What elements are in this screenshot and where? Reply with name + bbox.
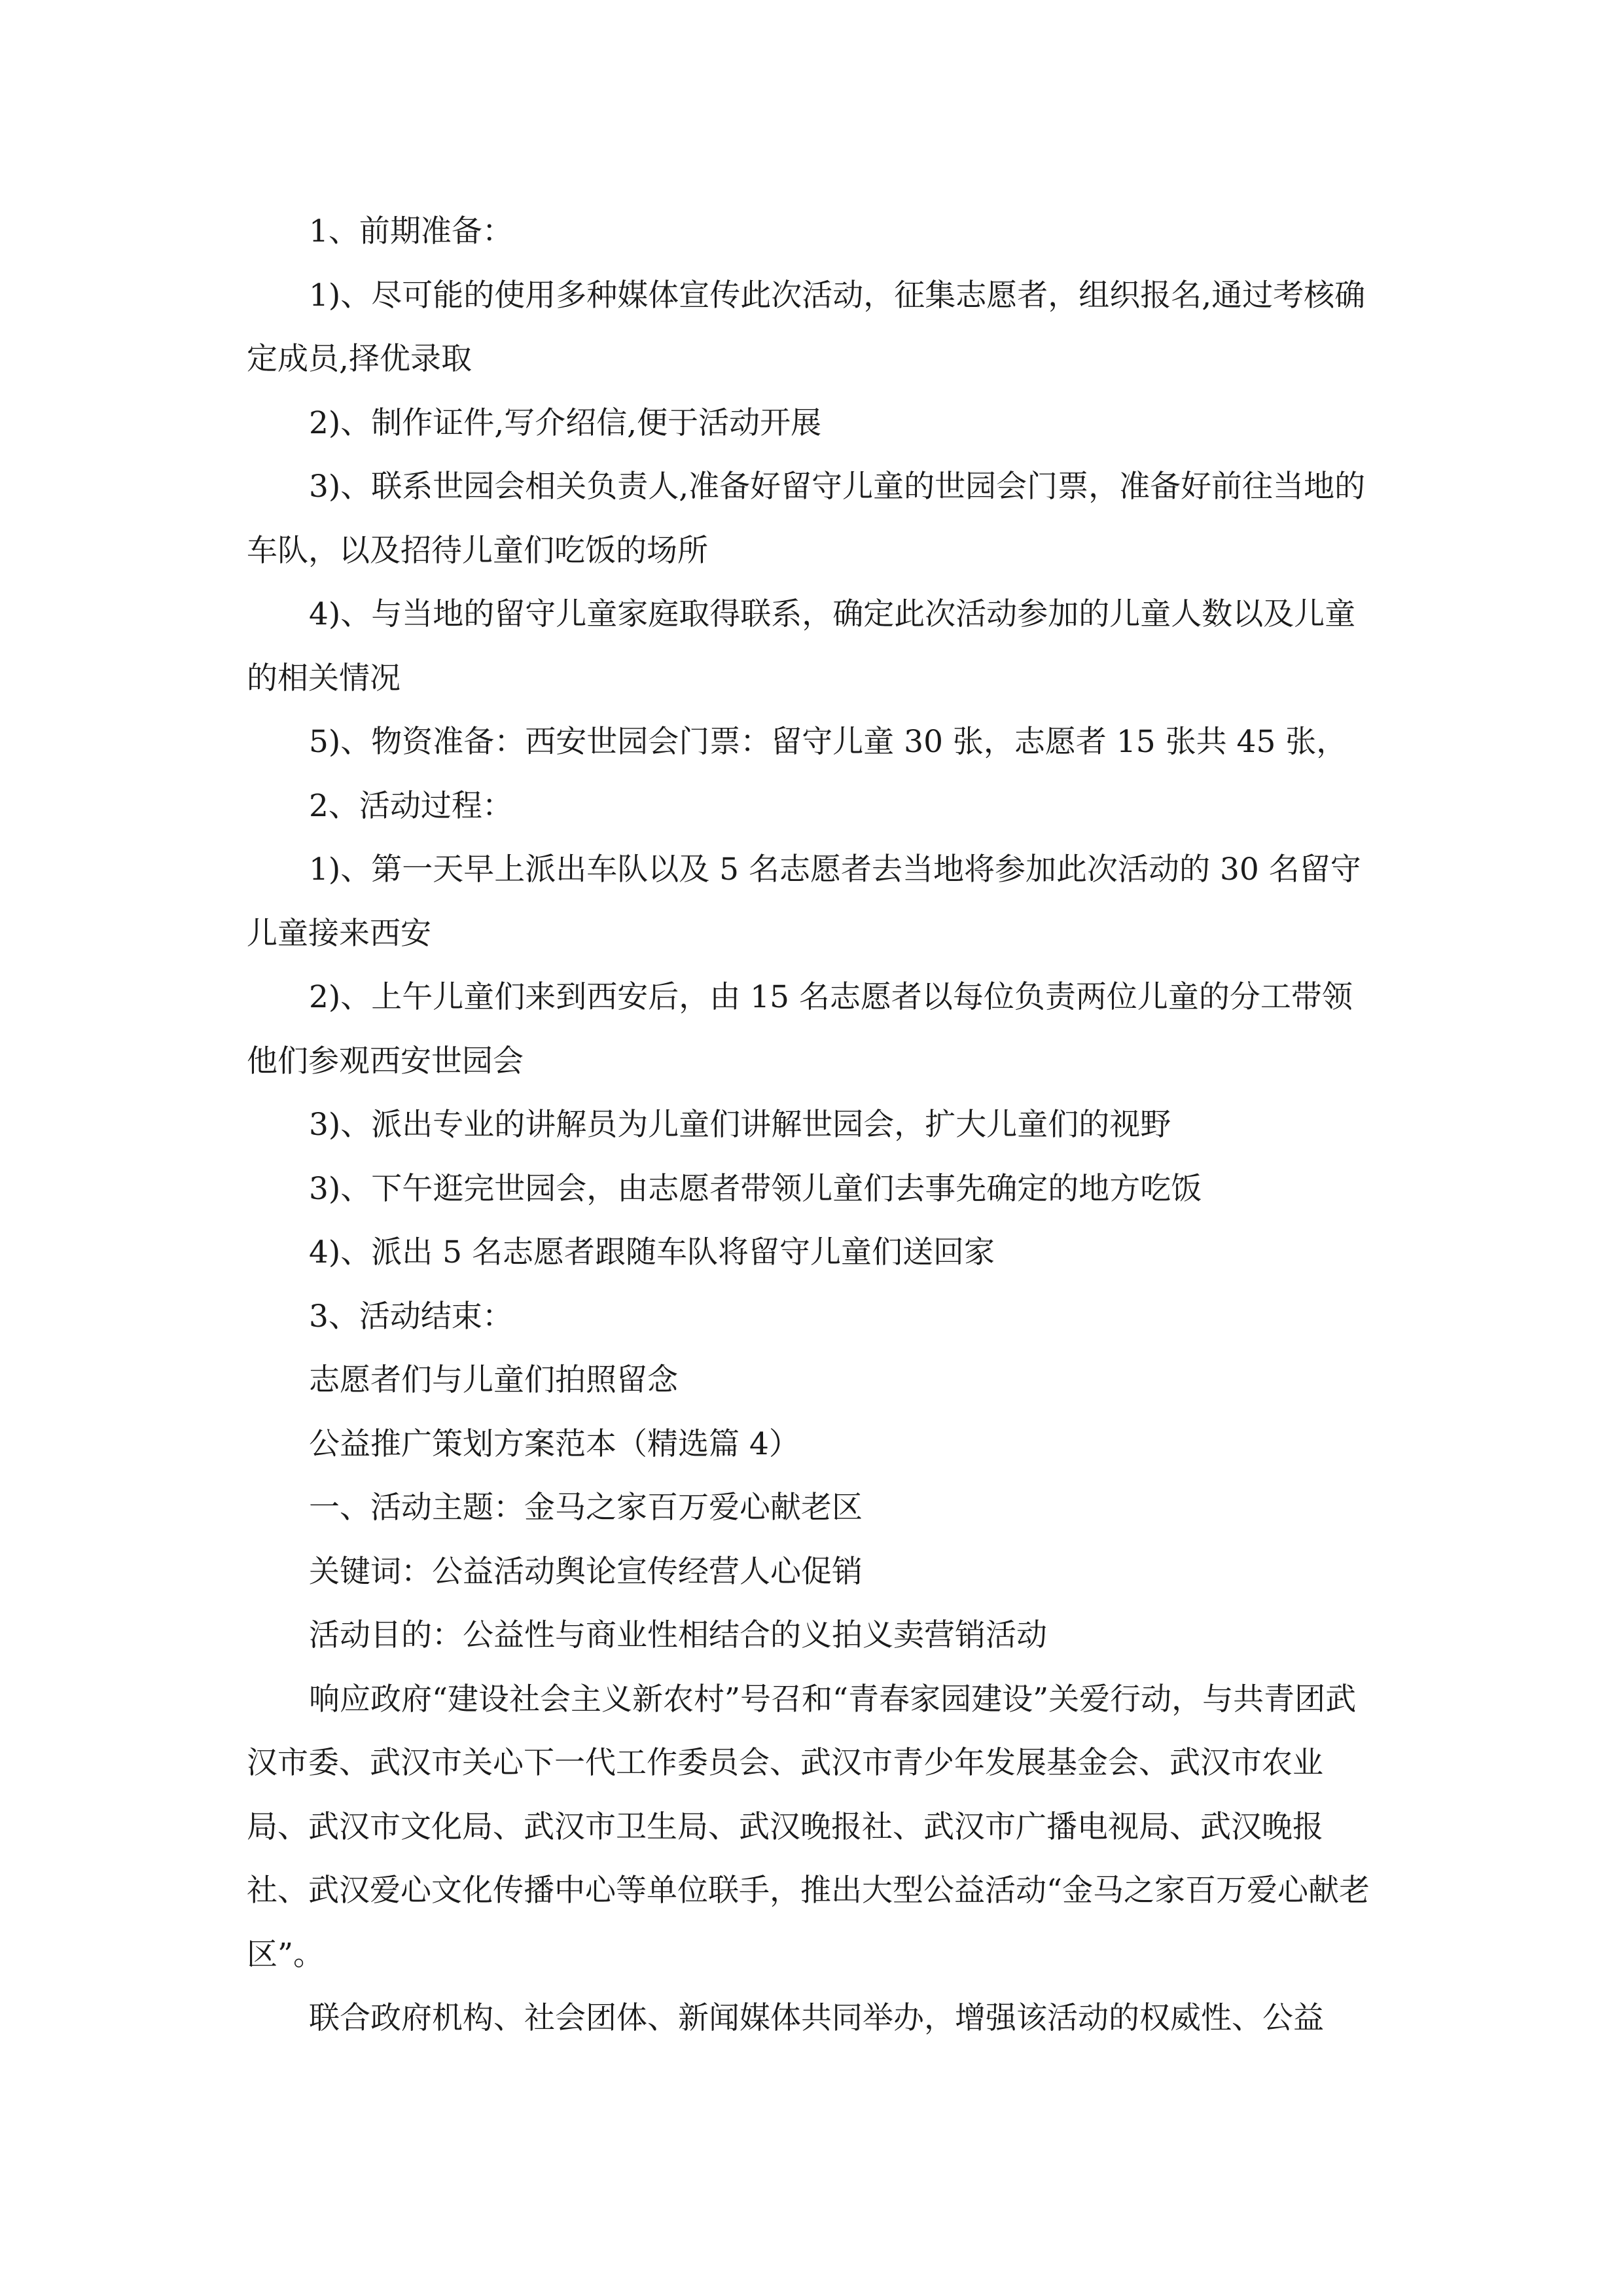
paragraph-process-heading: 2、活动过程： [309,787,513,824]
paragraph-prep-item-4: 4)、与当地的留守儿童家庭取得联系，确定此次活动参加的儿童人数以及儿童的相关情况 [247,596,1356,696]
paragraph-section-title: 公益推广策划方案范本（精选篇 4） [309,1426,800,1462]
document-body [247,200,1379,2051]
paragraph-response: 响应政府“建设社会主义新农村”号召和“青春家园建设”关爱行动，与共青团武汉市委、武汉市关心下一代工作委员会、武汉市青少年发展基金会、武汉市农业局、武汉市文化局、武汉市卫生局、武汉晚报社、武汉市广播电视局、武汉晚报社、武汉爱心文化传播中心等单位联手，推出大型公益活动“金马之家百万爱心献老区”。 [247,1681,1370,1973]
paragraph-theme: 一、活动主题：金马之家百万爱心献老区 [309,1490,863,1526]
paragraph-end-heading: 3、活动结束： [309,1298,513,1335]
paragraph-purpose: 活动目的：公益性与商业性相结合的义拍义卖营销活动 [309,1617,1047,1653]
paragraph-process-item-1: 1)、第一天早上派出车队以及 5 名志愿者去当地将参加此次活动的 30 名留守儿童接来西安 [247,852,1361,952]
paragraph-process-item-3b: 3)、下午逛完世园会，由志愿者带领儿童们去事先确定的地方吃饭 [309,1170,1202,1207]
paragraph-prep-heading: 1、前期准备： [309,213,513,249]
paragraph-prep-item-2: 2)、制作证件,写介绍信,便于活动开展 [309,404,822,441]
paragraph-prep-item-3: 3)、联系世园会相关负责人,准备好留守儿童的世园会门票，准备好前往当地的车队，以及招待儿童们吃饭的场所 [247,469,1366,569]
paragraph-end-item: 志愿者们与儿童们拍照留念 [309,1362,678,1398]
paragraph-process-item-2: 2)、上午儿童们来到西安后，由 15 名志愿者以每位负责两位儿童的分工带领他们参观西安世园会 [247,979,1353,1079]
paragraph-process-item-4: 4)、派出 5 名志愿者跟随车队将留守儿童们送回家 [309,1234,995,1270]
paragraph-joint: 联合政府机构、社会团体、新闻媒体共同举办，增强该活动的权威性、公益 [309,2000,1324,2036]
paragraph-process-item-3: 3)、派出专业的讲解员为儿童们讲解世园会，扩大儿童们的视野 [309,1107,1171,1143]
paragraph-prep-item-1: 1)、尽可能的使用多种媒体宣传此次活动，征集志愿者，组织报名,通过考核确定成员,择优录取 [247,277,1366,377]
paragraph-prep-item-5: 5)、物资准备：西安世园会门票：留守儿童 30 张，志愿者 15 张共 45 张， [309,724,1347,760]
paragraph-keywords: 关键词：公益活动舆论宣传经营人心促销 [309,1553,863,1590]
